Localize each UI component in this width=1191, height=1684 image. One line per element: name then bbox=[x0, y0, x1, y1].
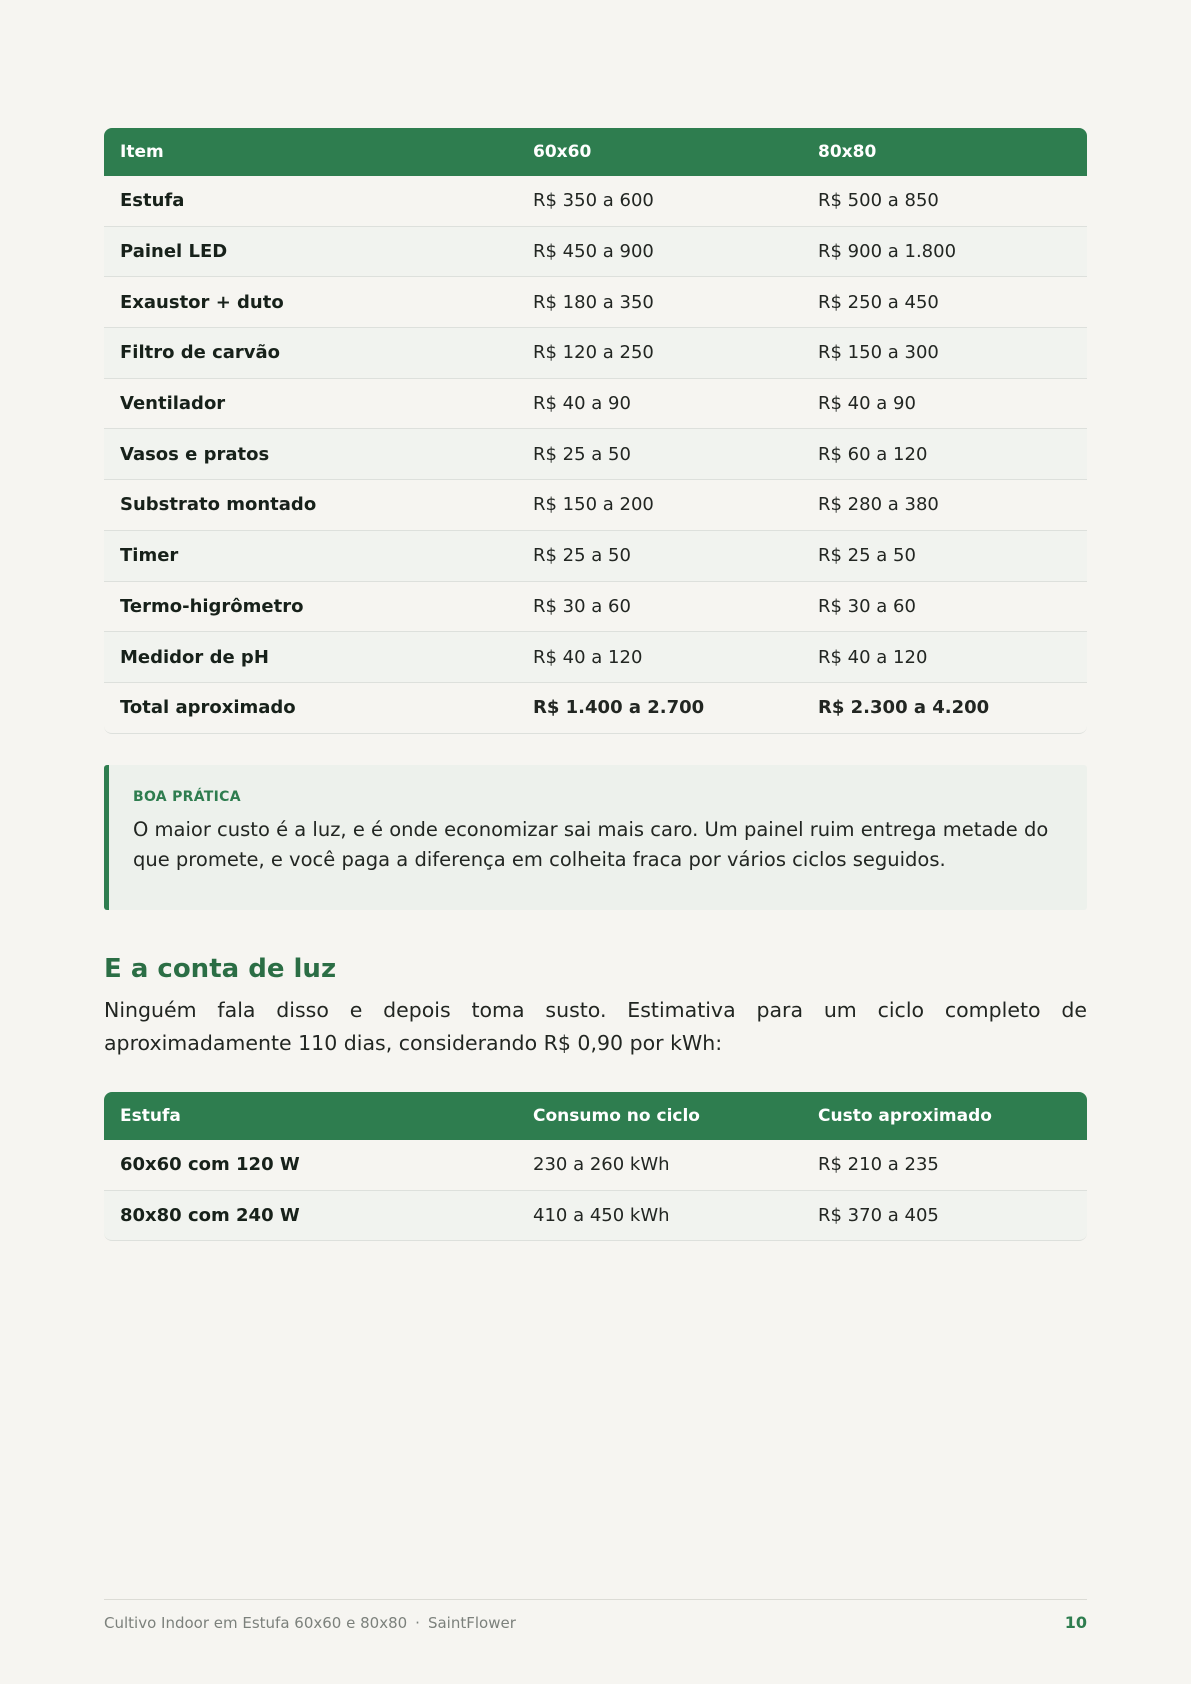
column-header-item: Item bbox=[104, 128, 517, 176]
price-80x80: R$ 250 a 450 bbox=[802, 277, 1087, 328]
item-name: Timer bbox=[104, 531, 517, 582]
footer-info bbox=[104, 1614, 516, 1632]
table-row bbox=[104, 480, 1087, 531]
good-practice-callout bbox=[104, 765, 1087, 910]
footer-brand: SaintFlower bbox=[427, 1613, 516, 1632]
item-name: Exaustor + duto bbox=[104, 277, 517, 328]
total-60x60: R$ 1.400 a 2.700 bbox=[517, 683, 802, 734]
footer-separator: · bbox=[415, 1613, 420, 1632]
table-row bbox=[104, 582, 1087, 633]
price-60x60: R$ 25 a 50 bbox=[517, 531, 802, 582]
approx-cost: R$ 370 a 405 bbox=[802, 1191, 1087, 1242]
price-60x60: R$ 180 a 350 bbox=[517, 277, 802, 328]
cycle-consumption: 410 a 450 kWh bbox=[517, 1191, 802, 1242]
price-80x80: R$ 60 a 120 bbox=[802, 429, 1087, 480]
total-80x80: R$ 2.300 a 4.200 bbox=[802, 683, 1087, 734]
table-row bbox=[104, 429, 1087, 480]
price-80x80: R$ 40 a 120 bbox=[802, 632, 1087, 683]
total-label: Total aproximado bbox=[104, 683, 517, 734]
callout-text: O maior custo é a luz, e é onde economizar sai mais caro. Um painel ruim entrega metade do que promete, e você paga a diferença em colheita fraca por vários ciclos seguidos. bbox=[133, 818, 1049, 871]
footer-title: Cultivo Indoor em Estufa 60x60 e 80x80 bbox=[104, 1613, 408, 1632]
item-name: Medidor de pH bbox=[104, 632, 517, 683]
column-header-estufa: Estufa bbox=[104, 1092, 517, 1140]
price-80x80: R$ 25 a 50 bbox=[802, 531, 1087, 582]
price-80x80: R$ 900 a 1.800 bbox=[802, 227, 1087, 278]
equipment-cost-table bbox=[104, 128, 1087, 734]
price-80x80: R$ 150 a 300 bbox=[802, 328, 1087, 379]
table-row bbox=[104, 277, 1087, 328]
table-row bbox=[104, 632, 1087, 683]
price-60x60: R$ 350 a 600 bbox=[517, 176, 802, 227]
table-row bbox=[104, 1140, 1087, 1191]
column-header-60x60: 60x60 bbox=[517, 128, 802, 176]
section-intro: Ninguém fala disso e depois toma susto. Estimativa para um ciclo completo de aproximadamente 110 dias, considerando R$ 0,90 por kWh: bbox=[104, 998, 1087, 1055]
price-60x60: R$ 150 a 200 bbox=[517, 480, 802, 531]
price-60x60: R$ 40 a 90 bbox=[517, 379, 802, 430]
table-header-row bbox=[104, 128, 1087, 176]
price-80x80: R$ 30 a 60 bbox=[802, 582, 1087, 633]
table-row bbox=[104, 227, 1087, 278]
item-name: Termo-higrômetro bbox=[104, 582, 517, 633]
table-row bbox=[104, 531, 1087, 582]
section-title: E a conta de luz bbox=[104, 954, 337, 984]
price-80x80: R$ 500 a 850 bbox=[802, 176, 1087, 227]
energy-cost-table bbox=[104, 1092, 1087, 1241]
item-name: Ventilador bbox=[104, 379, 517, 430]
price-60x60: R$ 120 a 250 bbox=[517, 328, 802, 379]
approx-cost: R$ 210 a 235 bbox=[802, 1140, 1087, 1191]
item-name: Vasos e pratos bbox=[104, 429, 517, 480]
table-row bbox=[104, 379, 1087, 430]
price-80x80: R$ 40 a 90 bbox=[802, 379, 1087, 430]
column-header-80x80: 80x80 bbox=[802, 128, 1087, 176]
table-row bbox=[104, 176, 1087, 227]
item-name: Filtro de carvão bbox=[104, 328, 517, 379]
page-number: 10 bbox=[1064, 1613, 1087, 1632]
page-footer bbox=[104, 1599, 1087, 1632]
item-name: Painel LED bbox=[104, 227, 517, 278]
item-name: Substrato montado bbox=[104, 480, 517, 531]
price-60x60: R$ 30 a 60 bbox=[517, 582, 802, 633]
total-row bbox=[104, 683, 1087, 734]
page-content bbox=[104, 128, 1087, 1227]
price-80x80: R$ 280 a 380 bbox=[802, 480, 1087, 531]
setup-name: 60x60 com 120 W bbox=[104, 1140, 517, 1191]
setup-name: 80x80 com 240 W bbox=[104, 1191, 517, 1242]
column-header-custo: Custo aproximado bbox=[802, 1092, 1087, 1140]
item-name: Estufa bbox=[104, 176, 517, 227]
price-60x60: R$ 450 a 900 bbox=[517, 227, 802, 278]
table-row bbox=[104, 1191, 1087, 1242]
callout-label: BOA PRÁTICA bbox=[133, 789, 241, 805]
price-60x60: R$ 25 a 50 bbox=[517, 429, 802, 480]
table-row bbox=[104, 328, 1087, 379]
table-header-row bbox=[104, 1092, 1087, 1140]
price-60x60: R$ 40 a 120 bbox=[517, 632, 802, 683]
cycle-consumption: 230 a 260 kWh bbox=[517, 1140, 802, 1191]
energy-table-wrapper bbox=[104, 1092, 1087, 1241]
column-header-consumo: Consumo no ciclo bbox=[517, 1092, 802, 1140]
